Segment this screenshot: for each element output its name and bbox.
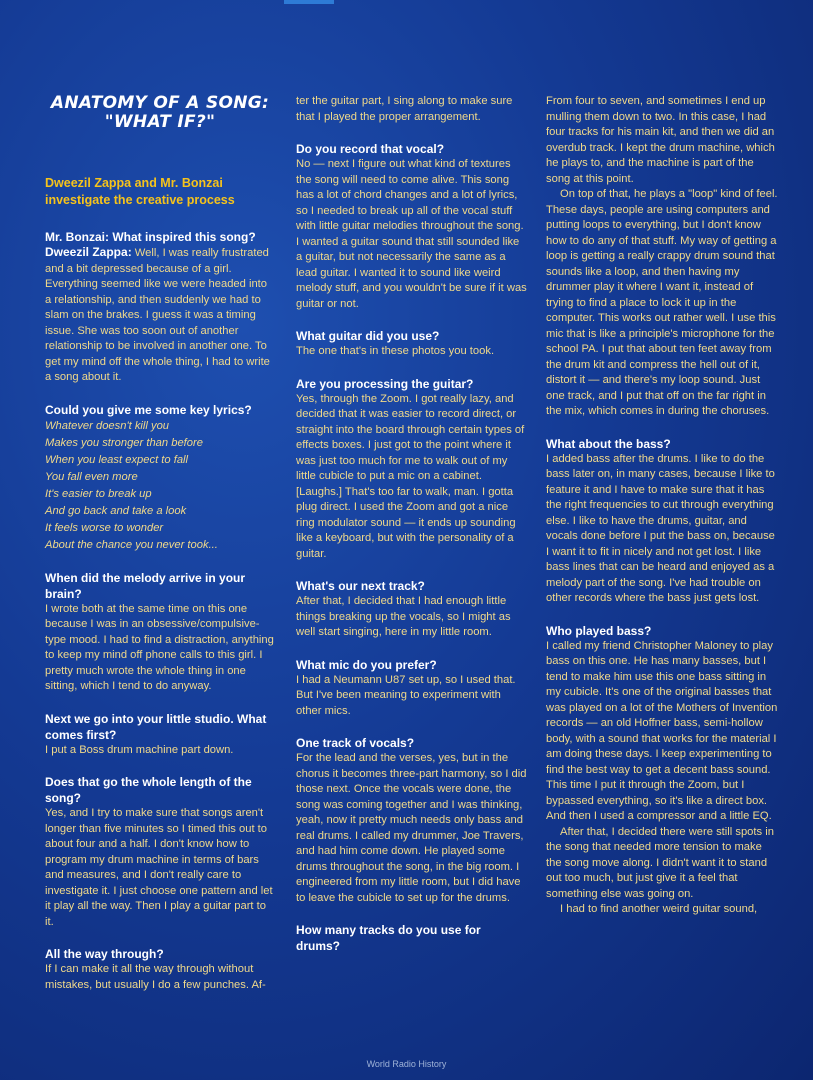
answer-length: Yes, and I try to make sure that songs aren't longer than five minutes so I timed this out to about four and a half. I don't know how to program my drum machine in terms of bars and measures, and I don't really care to investigate it. I just choose one pattern and let it play all the way. Then I play a guitar part to it. bbox=[45, 807, 273, 928]
top-accent-bar bbox=[284, 0, 334, 4]
question-next-track: What's our next track? bbox=[296, 579, 425, 593]
answer-guitar-sound: I had to find another weird guitar sound, bbox=[560, 903, 758, 915]
question-drum-tracks: How many tracks do you use for drums? bbox=[296, 923, 481, 953]
question-studio: Next we go into your little studio. What comes first? bbox=[45, 711, 267, 742]
lyric-line: It feels worse to wonder bbox=[45, 521, 164, 534]
question-length: Does that go the whole length of the song? bbox=[45, 775, 252, 805]
question-mic: What mic do you prefer? bbox=[296, 657, 437, 672]
answer-guitar: The one that's in these photos you took. bbox=[296, 345, 495, 357]
question-vocal-tracks: One track of vocals? bbox=[296, 736, 415, 750]
answer-all-the-way: If I can make it all the way through without mistakes, but usually I do a few punches. Af- bbox=[45, 963, 266, 991]
column-1 bbox=[45, 94, 275, 993]
title-line-2: "WHAT IF?" bbox=[104, 112, 216, 132]
question-guitar: What guitar did you use? bbox=[296, 329, 440, 343]
page-footer: World Radio History bbox=[366, 1059, 447, 1069]
answer-record-vocal: No — next I figure out what kind of textures the song will need to come alive. This song has a lot of chord changes and a lot of lyrics, so I needed to break up all of the vocal stuff with little guitar melodies throughout the song. I wanted a guitar sound that still sounded like a guitar, but not necessarily the same as a lead guitar. I wanted it to sound like weird melody stuff, and you wouldn't be sure if it was guitar or not. bbox=[296, 158, 527, 310]
column-3 bbox=[546, 94, 778, 918]
answer-loop: On top of that, he plays a "loop" kind of feel. These days, people are using computers and putting loops to everything, but I don't know how to do any of that stuff. My way of getting a loop is getting a really crappy drum sound that sounds like a loop, and then having my drummer play it where I want it, instead of trying to find a place to lock it up in the computer. This works out rather well. I use this mic that is like a principle's microphone for the school PA. I put that about ten feet away from the drum kit and compress the hell out of it, distort it — and there's my loop sound. Just one track, and I put that off on the far right in the mix, which comes in during the choruses. bbox=[546, 188, 778, 417]
question-lyrics: Could you give me some key lyrics? bbox=[45, 402, 252, 417]
lyric-line: About the chance you never took... bbox=[45, 538, 218, 551]
question-inspiration: Mr. Bonzai: What inspired this song? bbox=[45, 230, 256, 244]
question-all-the-way: All the way through? bbox=[45, 947, 164, 961]
question-record-vocal: Do you record that vocal? bbox=[296, 142, 445, 156]
answer-vocal-tracks: For the lead and the verses, yes, but in the chorus it becomes three-part harmony, so I did those next. Once the vocals were done, the song was coming together and I was thinking, yeah, now it pretty much needs only bass and real drums. I called my drummer, Joe Travers, and had him come down. He played some drums throughout the song, in the big room. I engineered from my little room, but I did have to leave the cubicle to set up for the drums. bbox=[296, 752, 527, 904]
answer-bass-player: I called my friend Christopher Maloney to play bass on this one. He has many basses, but I tend to make him use this one bass sitting in my cubicle. It's one of the original basses that was played on a lot of the Mothers of Invention records — an old Hoffner bass, semi-hollow body, with a sound that works for the material I am doing these days. I keep experimenting to find the best way to get a decent bass sound. This time I put it through the Zoom, but I bypassed everything, so it's like a direct box. And then I used a compressor and a little EQ. bbox=[546, 639, 778, 822]
lyric-line: When you least expect to fall bbox=[45, 453, 189, 466]
lyric-line: You fall even more bbox=[45, 470, 138, 483]
answer-mic: I had a Neumann U87 set up, so I used that. But I've been meaning to experiment with other mics. bbox=[296, 673, 516, 717]
answer-bass: I added bass after the drums. I like to do the bass later on, in many cases, because I like to feature it and I have to make sure that it has the right frequencies to cut through everything else. I like to have the drums, guitar, and vocals done before I put the bass on, because I want it to fit in nicely and not get lost. I like bass lines that can be heard and enjoyed as a melody part of the song. I've had trouble on other records where the bass just gets lost. bbox=[546, 452, 775, 604]
title-line-1: ANATOMY OF A SONG: bbox=[50, 93, 270, 113]
question-bass: What about the bass? bbox=[546, 436, 671, 451]
lyric-line: Makes you stronger than before bbox=[45, 436, 203, 449]
answer-drum-tracks: From four to seven, and sometimes I end up mulling them down to two. In this case, I had four tracks for his main kit, and then we did an overdub track. I kept the drum machine, which he plays to, and the machine is part of the song at this point. bbox=[546, 95, 775, 185]
question-bass-player: Who played bass? bbox=[546, 623, 652, 638]
question-melody: When did the melody arrive in your brain? bbox=[45, 570, 246, 601]
answer-melody: I wrote both at the same time on this one because I was in an obsessive/compulsive-type mood. I had to find a distraction, anything to keep my mind off phone calls to this girl. I pretty much wrote the whole thing in one sitting, which I tend to do anyway. bbox=[45, 602, 274, 692]
lyric-line: It's easier to break up bbox=[45, 487, 152, 500]
article-title bbox=[45, 94, 275, 132]
answer-next-track: After that, I decided that I had enough little things breaking up the vocals, so I might as well start singing, here in my little room. bbox=[296, 595, 511, 638]
answer-inspiration bbox=[45, 245, 275, 386]
answer-tension: After that, I decided there were still spots in the song that needed more tension to make the song move along. I didn't want it to stand out too much, but just give it a feel that something else was going on. bbox=[546, 825, 774, 900]
lyrics-block bbox=[45, 418, 275, 554]
column-2 bbox=[296, 94, 528, 954]
speaker-label: Dweezil Zappa: bbox=[45, 245, 132, 259]
question-processing: Are you processing the guitar? bbox=[296, 376, 474, 391]
lyric-line: Whatever doesn't kill you bbox=[45, 419, 170, 432]
answer-continued: ter the guitar part, I sing along to make sure that I played the proper arrangement. bbox=[296, 95, 513, 123]
answer-text: Well, I was really frustrated and a bit depressed because of a girl. Everything seemed like we were headed into a relationship, and then suddenly we had to slam on the brakes. I guess it was a timing issue. She was too soon out of another relationship to be involved in another one. To get my mind off the whole thing, I had to write a song about it. bbox=[45, 247, 270, 383]
lyric-line: And go back and take a look bbox=[45, 504, 187, 517]
article-subtitle: Dweezil Zappa and Mr. Bonzai investigate the creative process bbox=[45, 176, 235, 207]
answer-studio: I put a Boss drum machine part down. bbox=[45, 743, 234, 756]
answer-processing: Yes, through the Zoom. I got really lazy, and decided that it was easier to record direct, or straight into the board through certain types of effects boxes. I just got to the point where it was just too much for me to walk out of my little cubicle to put a mic on a cabinet. [Laughs.] That's too far to walk, man. I gotta plug direct. I used the Zoom and got a nice ring modulator sound — it ends up sounding like a keyboard, but with the personality of a guitar. bbox=[296, 392, 525, 560]
